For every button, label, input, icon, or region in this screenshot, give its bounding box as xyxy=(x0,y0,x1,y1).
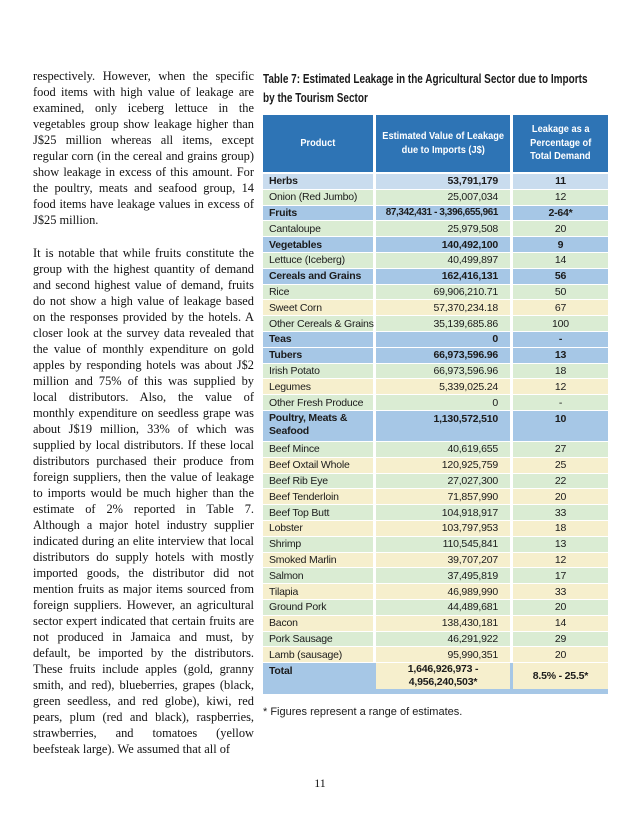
value-cell: 87,342,431 - 3,396,655,961 xyxy=(376,206,510,221)
product-cell: Cereals and Grains xyxy=(263,269,373,284)
table-row xyxy=(263,505,608,520)
percent-cell: 12 xyxy=(513,379,608,394)
leakage-table xyxy=(263,115,608,694)
percent-cell: - xyxy=(513,395,608,410)
product-cell: Beef Mince xyxy=(263,442,373,457)
percent-cell: 20 xyxy=(513,600,608,615)
percent-cell: 18 xyxy=(513,364,608,379)
table-row xyxy=(263,489,608,504)
table-row xyxy=(263,395,608,410)
percent-cell: 27 xyxy=(513,442,608,457)
value-cell: 35,139,685.86 xyxy=(376,316,510,331)
table-caption-line-1: Table 7: Estimated Leakage in the Agricultural Sector due to Imports xyxy=(263,72,588,86)
value-cell: 5,339,025.24 xyxy=(376,379,510,394)
product-cell: Tubers xyxy=(263,348,373,363)
percent-cell: 25 xyxy=(513,458,608,473)
product-cell: Fruits xyxy=(263,206,373,221)
percent-cell: 12 xyxy=(513,190,608,205)
product-cell: Lobster xyxy=(263,521,373,536)
product-cell: Herbs xyxy=(263,174,373,189)
product-cell: Smoked Marlin xyxy=(263,553,373,568)
product-cell: Lamb (sausage) xyxy=(263,647,373,662)
value-cell: 57,370,234.18 xyxy=(376,300,510,315)
value-cell: 25,979,508 xyxy=(376,221,510,236)
paragraph-2: It is notable that while fruits constitute the group with the highest quantity of demand and second highest value of demand, fruits do not show a high value of leakage based on the responses provided by the hotels. A closer look at the survey data revealed that the value of monthly expenditure on gold apples by responding hotels was about J$2 million and 75% of this was supplied by local distributors. Also, the value of monthly expenditure on seedless grape was about J$19 million, 33% of which was supplied by local distributors. If these local distributors purchased their produce from foreign suppliers, then the value of leakage to imports would be much higher than the estimate of 2% reported in Table 7. Although a major hotel industry supplier indicated during an elite interview that local distributors do supply hotels with mostly imported goods, the distributor did not mention fruits as major items sourced from foreign suppliers. However, an agricultural sector expert indicated that certain fruits are not produced in Jamaica and must, by default, be imported by the distributors. These fruits include apples (gold, granny smith, and red), blueberries, grapes (black, green seedless, and red globe), kiwi, red pears, plum (red and black), raspberries, strawberries, and tomatoes (yellow beefsteak large). We assumed that all of xyxy=(33,246,254,756)
table-row xyxy=(263,237,608,252)
product-cell: Beef Rib Eye xyxy=(263,474,373,489)
table-row xyxy=(263,458,608,473)
value-cell: 104,918,917 xyxy=(376,505,510,520)
body-text-column xyxy=(33,68,254,774)
table-row xyxy=(263,269,608,284)
percent-cell: 8.5% - 25.5* xyxy=(513,663,608,689)
value-cell: 46,291,922 xyxy=(376,632,510,647)
product-cell: Onion (Red Jumbo) xyxy=(263,190,373,205)
product-cell: Teas xyxy=(263,332,373,347)
product-cell: Bacon xyxy=(263,616,373,631)
table-caption xyxy=(263,70,608,108)
product-cell: Rice xyxy=(263,285,373,300)
value-cell: 1,646,926,973 - 4,956,240,503* xyxy=(376,663,510,689)
page-number: 11 xyxy=(314,776,326,790)
value-cell: 110,545,841 xyxy=(376,537,510,552)
value-cell: 71,857,990 xyxy=(376,489,510,504)
percent-cell: 20 xyxy=(513,489,608,504)
value-cell: 40,619,655 xyxy=(376,442,510,457)
product-cell: Pork Sausage xyxy=(263,632,373,647)
percent-cell: 14 xyxy=(513,253,608,268)
product-cell: Salmon xyxy=(263,568,373,583)
percent-cell: 33 xyxy=(513,584,608,599)
value-cell: 46,989,990 xyxy=(376,584,510,599)
value-cell: 25,007,034 xyxy=(376,190,510,205)
table-row xyxy=(263,253,608,268)
value-cell: 66,973,596.96 xyxy=(376,348,510,363)
percent-cell: 11 xyxy=(513,174,608,189)
table-row xyxy=(263,190,608,205)
product-cell: Other Fresh Produce xyxy=(263,395,373,410)
product-cell: Sweet Corn xyxy=(263,300,373,315)
product-cell: Irish Potato xyxy=(263,364,373,379)
table-row xyxy=(263,364,608,379)
table-row xyxy=(263,474,608,489)
table-row xyxy=(263,379,608,394)
table-body xyxy=(263,174,608,694)
table-row xyxy=(263,174,608,189)
table-caption-line-2: by the Tourism Sector xyxy=(263,91,368,105)
paragraph-1: respectively. However, when the specific food items with high value of leakage are examined, only iceberg lettuce in the vegetables group show leakage higher than J$25 million whereas all items, except regular corn (in the cereal and grains group) show leakage in excess of this amount. For the poultry, meats and seafood group, 14 food items have leakage values in excess of J$25 million. xyxy=(33,69,254,227)
product-cell: Beef Top Butt xyxy=(263,505,373,520)
value-cell: 39,707,207 xyxy=(376,553,510,568)
col-header-estimated-value: Estimated Value of Leakage due to Imports (J$) xyxy=(376,115,510,172)
percent-cell: 14 xyxy=(513,616,608,631)
value-cell: 162,416,131 xyxy=(376,269,510,284)
value-cell: 140,492,100 xyxy=(376,237,510,252)
table-row xyxy=(263,647,608,662)
value-cell: 0 xyxy=(376,332,510,347)
product-cell: Legumes xyxy=(263,379,373,394)
table-row xyxy=(263,600,608,615)
percent-cell: 2-64* xyxy=(513,206,608,221)
value-cell: 103,797,953 xyxy=(376,521,510,536)
value-cell: 40,499,897 xyxy=(376,253,510,268)
product-cell: Shrimp xyxy=(263,537,373,552)
product-cell: Cantaloupe xyxy=(263,221,373,236)
table-row xyxy=(263,411,608,441)
percent-cell: 56 xyxy=(513,269,608,284)
percent-cell: - xyxy=(513,332,608,347)
value-cell: 95,990,351 xyxy=(376,647,510,662)
col-header-leakage-percent: Leakage as a Percentage of Total Demand xyxy=(513,115,608,172)
table-row xyxy=(263,521,608,536)
product-cell: Tilapia xyxy=(263,584,373,599)
percent-cell: 67 xyxy=(513,300,608,315)
product-cell: Vegetables xyxy=(263,237,373,252)
table-row xyxy=(263,348,608,363)
table-row xyxy=(263,584,608,599)
value-cell: 1,130,572,510 xyxy=(376,411,510,441)
value-cell: 53,791,179 xyxy=(376,174,510,189)
percent-cell: 20 xyxy=(513,221,608,236)
percent-cell: 12 xyxy=(513,553,608,568)
percent-cell: 13 xyxy=(513,348,608,363)
value-cell: 66,973,596.96 xyxy=(376,364,510,379)
table-row xyxy=(263,206,608,221)
table-row xyxy=(263,663,608,694)
percent-cell: 17 xyxy=(513,568,608,583)
table-column xyxy=(263,70,608,718)
table-row xyxy=(263,332,608,347)
value-cell: 120,925,759 xyxy=(376,458,510,473)
col-header-product: Product xyxy=(263,115,373,172)
product-cell: Ground Pork xyxy=(263,600,373,615)
product-cell: Poultry, Meats & Seafood xyxy=(263,411,373,441)
value-cell: 37,495,819 xyxy=(376,568,510,583)
product-cell: Other Cereals & Grains xyxy=(263,316,373,331)
product-cell: Beef Oxtail Whole xyxy=(263,458,373,473)
product-cell: Beef Tenderloin xyxy=(263,489,373,504)
table-row xyxy=(263,568,608,583)
percent-cell: 50 xyxy=(513,285,608,300)
percent-cell: 20 xyxy=(513,647,608,662)
percent-cell: 9 xyxy=(513,237,608,252)
table-row xyxy=(263,616,608,631)
percent-cell: 13 xyxy=(513,537,608,552)
table-row xyxy=(263,553,608,568)
percent-cell: 22 xyxy=(513,474,608,489)
table-row xyxy=(263,632,608,647)
percent-cell: 29 xyxy=(513,632,608,647)
percent-cell: 33 xyxy=(513,505,608,520)
table-footnote: * Figures represent a range of estimates. xyxy=(263,706,463,719)
table-row xyxy=(263,221,608,236)
value-cell: 69,906,210.71 xyxy=(376,285,510,300)
value-cell: 0 xyxy=(376,395,510,410)
table-row xyxy=(263,285,608,300)
product-cell: Lettuce (Iceberg) xyxy=(263,253,373,268)
value-cell: 44,489,681 xyxy=(376,600,510,615)
percent-cell: 10 xyxy=(513,411,608,441)
percent-cell: 18 xyxy=(513,521,608,536)
table-row xyxy=(263,537,608,552)
table-row xyxy=(263,300,608,315)
table-header-row xyxy=(263,115,608,172)
product-cell: Total xyxy=(269,665,293,678)
percent-cell: 100 xyxy=(513,316,608,331)
table-row xyxy=(263,316,608,331)
value-cell: 27,027,300 xyxy=(376,474,510,489)
table-row xyxy=(263,442,608,457)
value-cell: 138,430,181 xyxy=(376,616,510,631)
